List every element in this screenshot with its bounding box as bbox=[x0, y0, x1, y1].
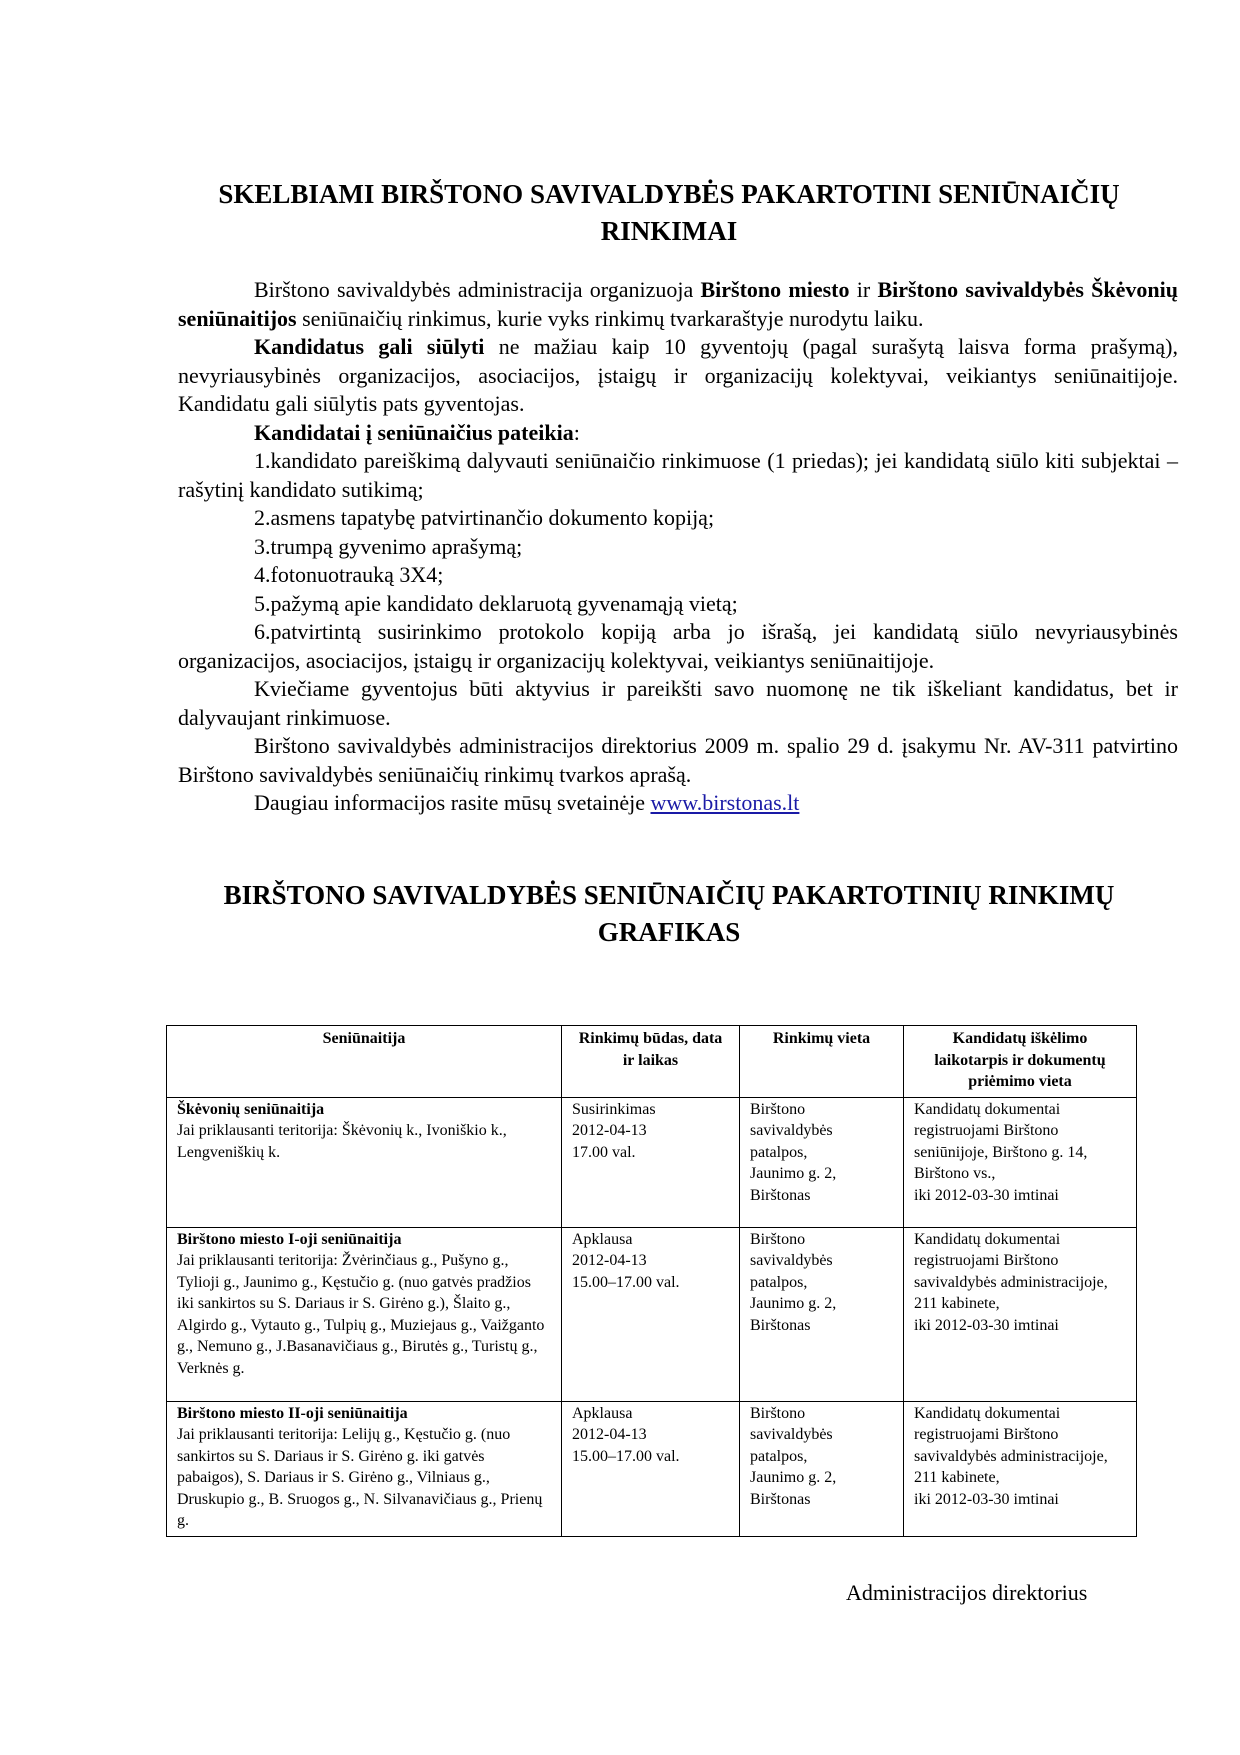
header-method: Rinkimų būdas, data ir laikas bbox=[562, 1026, 740, 1098]
website-link[interactable]: www.birstonas.lt bbox=[650, 790, 800, 815]
document-item: 1.kandidato pareiškimą dalyvauti seniūnaičio rinkimuose (1 priedas); jei kandidatą siūlo kiti subjektai – rašytinį kandidato sutikimą; bbox=[178, 448, 1178, 502]
document-item: 4.fotonuotrauką 3X4; bbox=[254, 562, 444, 587]
table-row bbox=[167, 1227, 1137, 1401]
area-name: Birštono miesto II-oji seniūnaitija bbox=[177, 1404, 408, 1422]
document-item: 3.trumpą gyvenimo aprašymą; bbox=[254, 533, 523, 559]
header-docs: Kandidatų iškėlimo laikotarpis ir dokumentų priėmimo vieta bbox=[904, 1026, 1137, 1098]
document-item: 2.asmens tapatybę patvirtinančio dokumento kopiją; bbox=[254, 505, 715, 530]
area-name: Birštono miesto I-oji seniūnaitija bbox=[177, 1230, 402, 1248]
table-header-row bbox=[167, 1026, 1137, 1098]
header-place: Rinkimų vieta bbox=[740, 1026, 904, 1098]
place-cell: Birštono savivaldybės patalpos, Jaunimo g. 2, Birštonas bbox=[740, 1227, 904, 1401]
intro-paragraph: Birštono savivaldybės administracija organizuoja Birštono miesto ir Birštono savivaldybės Škėvonių seniūnaitijos seniūnaičių rinkimus, kurie vyks rinkimų tvarkaraštyje nurodytu laiku. bbox=[178, 277, 1179, 331]
highlight-birstono-miesto: Birštono miesto bbox=[700, 277, 850, 302]
place-cell: Birštono savivaldybės patalpos, Jaunimo g. 2, Birštonas bbox=[740, 1401, 904, 1536]
document-item: 5.pažymą apie kandidato deklaruotą gyvenamąją vietą; bbox=[254, 590, 738, 616]
document-item: 6.patvirtintą susirinkimo protokolo kopiją arba jo išrašą, jei kandidatą siūlo nevyriausybinės organizacijos, asociacijos, įstaigų ir organizacijų kolektyvai, veikiantys seniūnaitijoje. bbox=[178, 619, 1178, 673]
highlight-skevoniu: Birštono savivaldybės Škėvonių seniūnaitijos bbox=[178, 277, 1179, 331]
nominators-paragraph: Kandidatus gali siūlyti ne mažiau kaip 10 gyventojų (pagal surašytą laisva forma prašymą), nevyriausybinės organizacijos, asociacijos, įstaigų ir organizacijų kolektyvai, veikiantys seniūnaitijoje. Kandidatu gali siūlytis pats gyventojas. bbox=[178, 334, 1178, 416]
signature-line: Administracijos direktorius bbox=[846, 1580, 1088, 1605]
docs-cell: Kandidatų dokumentai registruojami Birštono seniūnijoje, Birštono g. 14, Birštono vs., iki 2012-03-30 imtinai bbox=[904, 1097, 1137, 1227]
docs-cell: Kandidatų dokumentai registruojami Birštono savivaldybės administracijoje, 211 kabinete, iki 2012-03-30 imtinai bbox=[904, 1227, 1137, 1401]
method-cell: Susirinkimas 2012-04-13 17.00 val. bbox=[562, 1097, 740, 1227]
table-row bbox=[167, 1401, 1137, 1536]
area-territory: Jai priklausanti teritorija: Škėvonių k., Ivoniškio k., Lengveniškių k. bbox=[177, 1122, 507, 1161]
table-row bbox=[167, 1097, 1137, 1227]
area-cell bbox=[167, 1097, 562, 1227]
area-territory: Jai priklausanti teritorija: Žvėrinčiaus g., Pušyno g., Tylioji g., Jaunimo g., Kęstučio g. (nuo gatvės pradžios iki sankirtos su S. Dariaus ir S. Girėno g.), Šlaito g., Algirdo g., Vytauto g., Tulpių g., Muziejaus g., Vaižganto g., Nemuno g., J.Basanavičiaus g., Birutės g., Turistų g., Verknės g. bbox=[177, 1252, 545, 1377]
header-area: Seniūnaitija bbox=[167, 1026, 562, 1098]
area-territory: Jai priklausanti teritorija: Lelijų g., Kęstučio g. (nuo sankirtos su S. Dariaus ir S. Girėno g. iki gatvės pabaigos), S. Dariaus ir S. Girėno g., Vilniaus g., Druskupio g., B. Sruogos g., N. Silvanavičiaus g., Prienų g. bbox=[177, 1426, 543, 1529]
invitation-paragraph: Kviečiame gyventojus būti aktyvius ir pareikšti savo nuomonę ne tik iškeliant kandidatus, bet ir dalyvaujant rinkimuose. bbox=[178, 676, 1178, 730]
documents-heading: Kandidatai į seniūnaičius pateikia: bbox=[254, 419, 580, 445]
docs-cell: Kandidatų dokumentai registruojami Birštono savivaldybės administracijoje, 211 kabinete, iki 2012-03-30 imtinai bbox=[904, 1401, 1137, 1536]
order-paragraph: Birštono savivaldybės administracijos direktorius 2009 m. spalio 29 d. įsakymu Nr. AV-311 patvirtino Birštono savivaldybės seniūnaičių rinkimų tvarkos aprašą. bbox=[178, 733, 1178, 787]
area-cell bbox=[167, 1227, 562, 1401]
schedule-table bbox=[166, 1025, 1137, 1537]
more-info-paragraph: Daugiau informacijos rasite mūsų svetainėje www.birstonas.lt bbox=[254, 790, 800, 815]
area-name: Škėvonių seniūnaitija bbox=[177, 1100, 325, 1118]
schedule-title: BIRŠTONO SAVIVALDYBĖS SENIŪNAIČIŲ PAKARTOTINIŲ RINKIMŲ GRAFIKAS bbox=[223, 880, 1115, 947]
page-title: SKELBIAMI BIRŠTONO SAVIVALDYBĖS PAKARTOTINI SENIŪNAIČIŲ RINKIMAI bbox=[218, 179, 1120, 246]
method-cell: Apklausa 2012-04-13 15.00–17.00 val. bbox=[562, 1227, 740, 1401]
place-cell: Birštono savivaldybės patalpos, Jaunimo g. 2, Birštonas bbox=[740, 1097, 904, 1227]
method-cell: Apklausa 2012-04-13 15.00–17.00 val. bbox=[562, 1401, 740, 1536]
area-cell bbox=[167, 1401, 562, 1536]
announcement-body bbox=[178, 276, 1178, 818]
